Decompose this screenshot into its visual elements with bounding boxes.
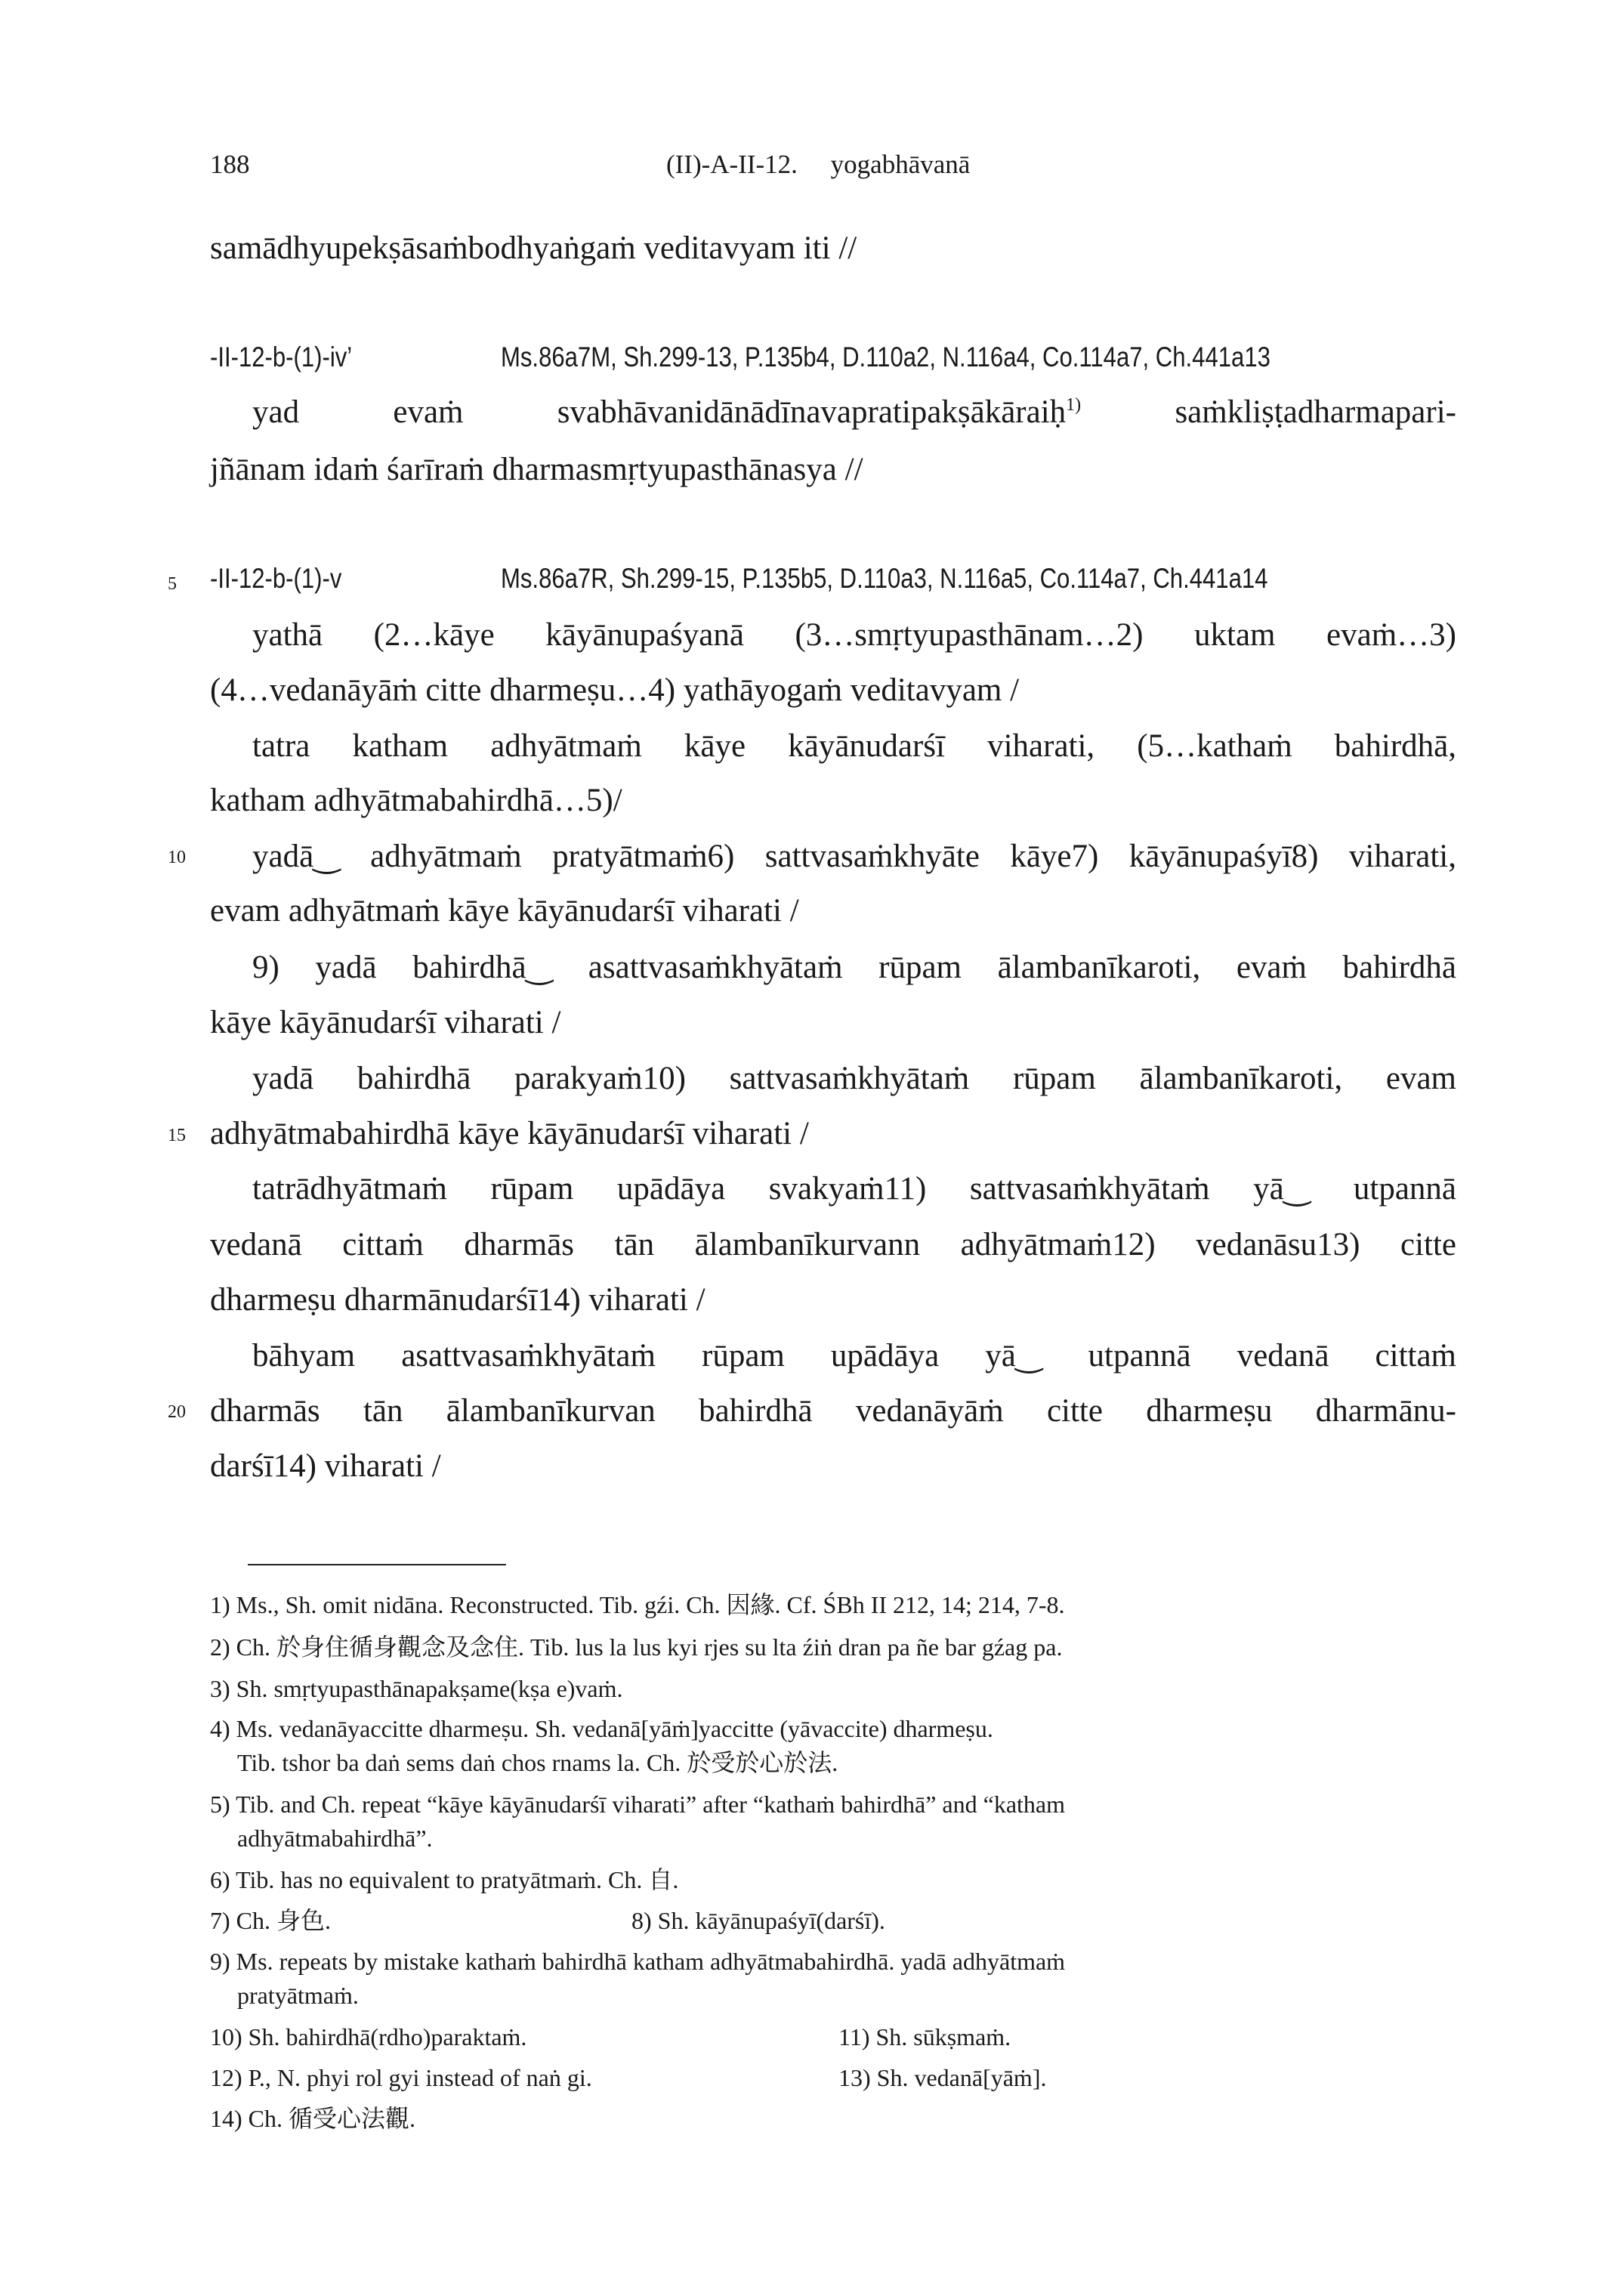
text-line xyxy=(252,393,1456,432)
footnote: 8) Sh. kāyānupaśyī(darśī). xyxy=(631,1907,885,1934)
footnote-continuation: adhyātmabahirdhā”. xyxy=(237,1825,433,1852)
footnote: 12) P., N. phyi rol gyi instead of naṅ gi. xyxy=(210,2064,592,2091)
text-line: evam adhyātmaṁ kāye kāyānudarśī viharati / xyxy=(210,893,799,929)
running-title: (II)-A-II-12. yogabhāvanā xyxy=(666,150,971,179)
footnote-marker: 1) xyxy=(1066,395,1082,415)
text-line: vedanā cittaṁ dharmās tān ālambanīkurvann adhyātmaṁ12) vedanāsu13) citte xyxy=(210,1227,1456,1262)
text-line: 9) yadā bahirdhā‿ asattvasaṁkhyātaṁ rūpam ālambanīkaroti, evaṁ bahirdhā xyxy=(252,950,1456,985)
footnote: 11) Sh. sūkṣmaṁ. xyxy=(838,2023,1011,2050)
section-reference: Ms.86a7R, Sh.299-15, P.135b5, D.110a3, N.116a5, Co.114a7, Ch.441a14 xyxy=(501,563,1268,594)
text-segment: yad evaṁ svabhāvanidānādīnavapratipakṣākāraiḥ xyxy=(252,394,1067,430)
section-label: -II-12-b-(1)-v xyxy=(210,563,342,594)
footnote: 7) Ch. 身色. xyxy=(210,1907,332,1934)
footnote: 2) Ch. 於身住循身觀念及念住. Tib. lus la lus kyi rjes su lta źiṅ dran pa ñe bar gźag pa. xyxy=(210,1633,1063,1661)
text-line: katham adhyātmabahirdhā…5)/ xyxy=(210,783,622,818)
text-line: yadā‿ adhyātmaṁ pratyātmaṁ6) sattvasaṁkhyāte kāye7) kāyānupaśyī8) viharati, xyxy=(252,839,1456,874)
footnote: 1) Ms., Sh. omit nidāna. Reconstructed. Tib. gźi. Ch. 因緣. Cf. ŚBh II 212, 14; 214, 7-8. xyxy=(210,1591,1065,1618)
line-number: 20 xyxy=(168,1402,186,1422)
line-number: 10 xyxy=(168,848,186,867)
text-line: (4…vedanāyāṁ citte dharmeṣu…4) yathāyogaṁ veditavyam / xyxy=(210,672,1020,708)
text-line: bāhyam asattvasaṁkhyātaṁ rūpam upādāya yā‿ utpannā vedanā cittaṁ xyxy=(252,1338,1456,1374)
text-line: jñānam idaṁ śarīraṁ dharmasmṛtyupasthānasya // xyxy=(210,452,863,487)
text-line: dharmās tān ālambanīkurvan bahirdhā vedanāyāṁ citte dharmeṣu dharmānu- xyxy=(210,1393,1456,1429)
footnote: 3) Sh. smṛtyupasthānapakṣame(kṣa e)vaṁ. xyxy=(210,1675,623,1702)
footnote: 9) Ms. repeats by mistake kathaṁ bahirdhā katham adhyātmabahirdhā. yadā adhyātmaṁ xyxy=(210,1948,1066,1975)
section-reference: Ms.86a7M, Sh.299-13, P.135b4, D.110a2, N.116a4, Co.114a7, Ch.441a13 xyxy=(501,341,1270,372)
text-line: adhyātmabahirdhā kāye kāyānudarśī viharati / xyxy=(210,1116,809,1151)
footnote-rule xyxy=(248,1564,506,1565)
footnote-continuation: Tib. tshor ba daṅ sems daṅ chos rnams la. Ch. 於受於心於法. xyxy=(237,1749,838,1776)
footnote: 10) Sh. bahirdhā(rdho)paraktaṁ. xyxy=(210,2023,527,2050)
section-label: -II-12-b-(1)-iv’ xyxy=(210,341,353,372)
footnote: 13) Sh. vedanā[yāṁ]. xyxy=(838,2064,1047,2091)
footnote-continuation: pratyātmaṁ. xyxy=(237,1982,359,2009)
text-line: tatrādhyātmaṁ rūpam upādāya svakyaṁ11) sattvasaṁkhyātaṁ yā‿ utpannā xyxy=(252,1171,1456,1207)
text-line: darśī14) viharati / xyxy=(210,1448,441,1484)
line-number: 15 xyxy=(168,1126,186,1145)
footnote: 4) Ms. vedanāyaccitte dharmeṣu. Sh. vedanā[yāṁ]yaccitte (yāvaccite) dharmeṣu. xyxy=(210,1715,993,1742)
text-line: dharmeṣu dharmānudarśī14) viharati / xyxy=(210,1282,705,1318)
text-segment: saṁkliṣṭadharmapari- xyxy=(1081,394,1456,430)
footnote: 5) Tib. and Ch. repeat “kāye kāyānudarśī viharati” after “kathaṁ bahirdhā” and “katham xyxy=(210,1791,1065,1818)
footnote: 14) Ch. 循受心法觀. xyxy=(210,2105,416,2132)
text-line: samādhyupekṣāsaṁbodhyaṅgaṁ veditavyam iti // xyxy=(210,230,857,266)
line-number: 5 xyxy=(168,574,177,594)
page-number: 188 xyxy=(210,150,250,179)
text-line: tatra katham adhyātmaṁ kāye kāyānudarśī viharati, (5…kathaṁ bahirdhā, xyxy=(252,728,1456,764)
text-line: kāye kāyānudarśī viharati / xyxy=(210,1005,561,1040)
text-line: yathā (2…kāye kāyānupaśyanā (3…smṛtyupasthānam…2) uktam evaṁ…3) xyxy=(252,617,1456,653)
footnote: 6) Tib. has no equivalent to pratyātmaṁ. Ch. 自. xyxy=(210,1866,679,1893)
text-line: yadā bahirdhā parakyaṁ10) sattvasaṁkhyātaṁ rūpam ālambanīkaroti, evam xyxy=(252,1061,1456,1096)
